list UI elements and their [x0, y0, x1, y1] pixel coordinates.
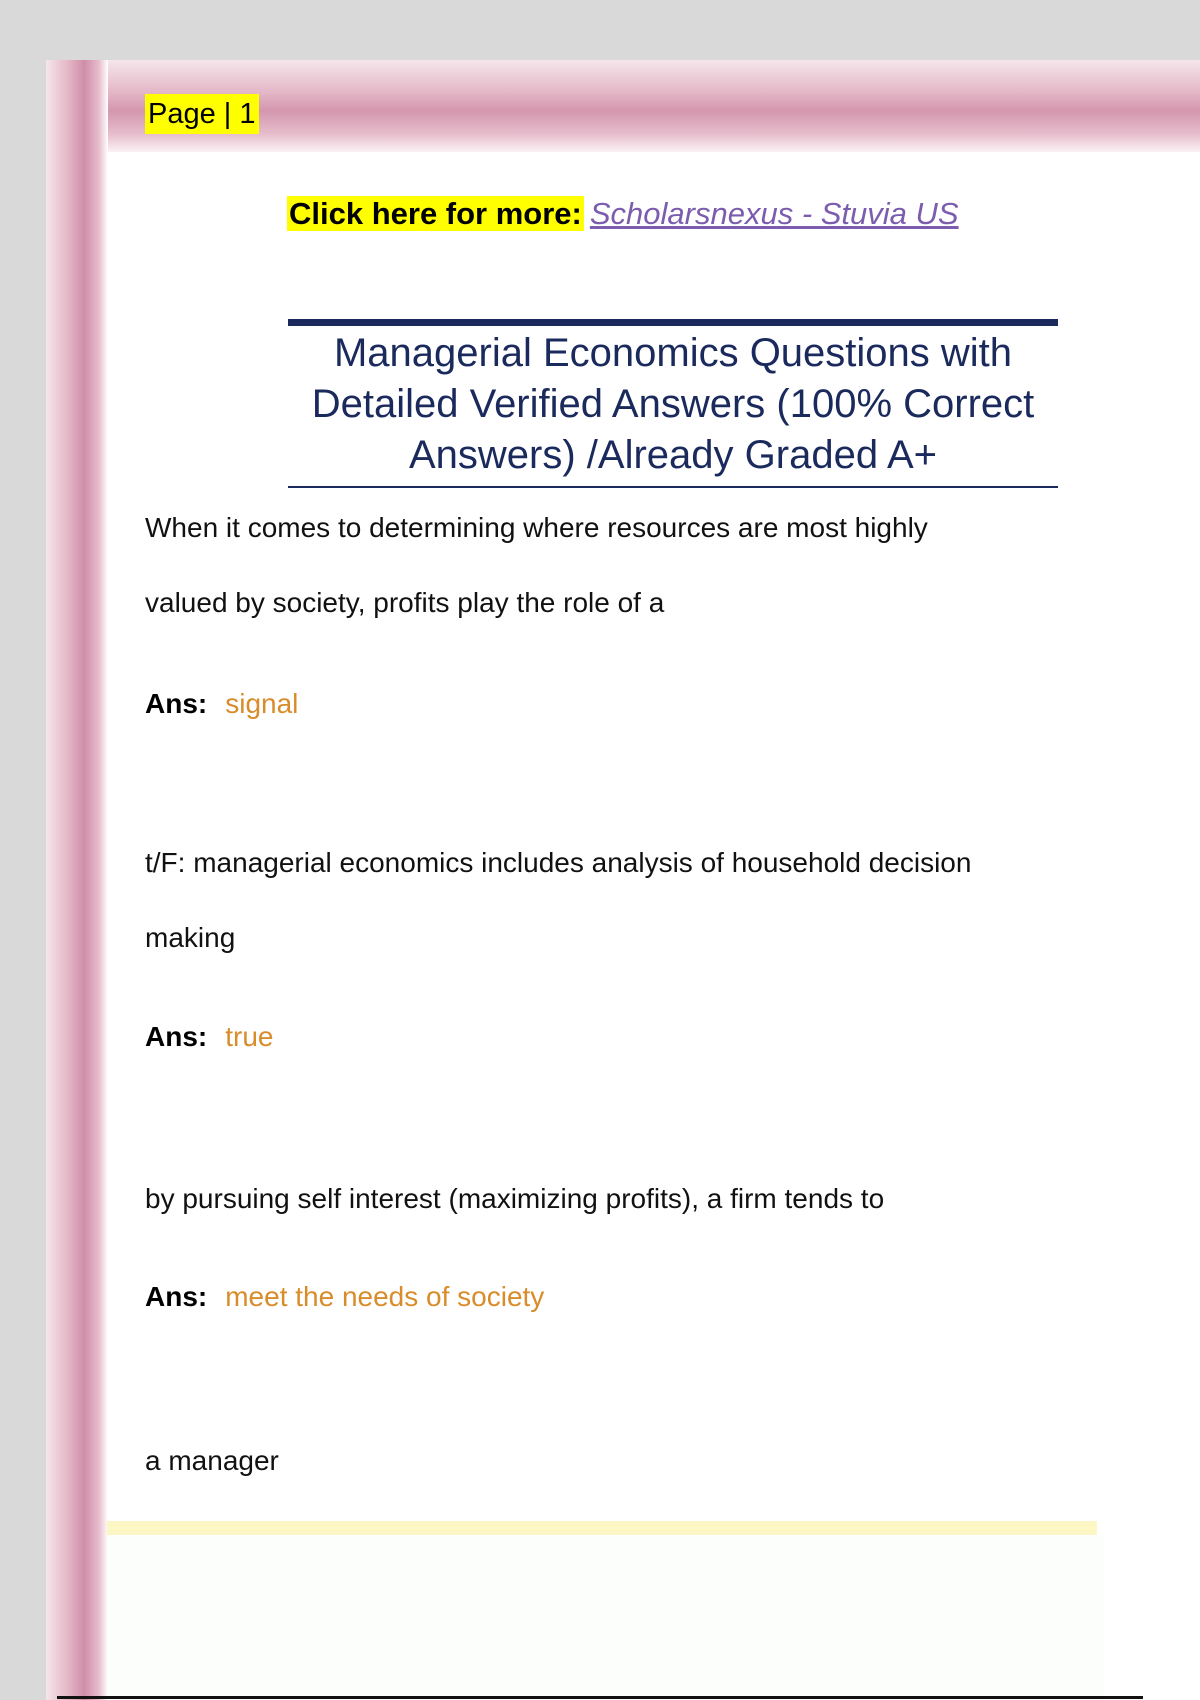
page-border-left: [46, 60, 108, 1700]
answer-text: signal: [225, 688, 299, 719]
answer-line: [145, 1281, 544, 1313]
title-line: Answers) /Already Graded A+: [408, 433, 938, 477]
answer-label: Ans:: [145, 1021, 208, 1052]
answer-label: Ans:: [145, 688, 208, 719]
title-line: Managerial Economics Questions with: [333, 331, 1013, 375]
promo-link[interactable]: Scholarsnexus - Stuvia US: [589, 196, 959, 231]
promo-line: [287, 196, 959, 232]
question-text: When it comes to determining where resources are most highly: [145, 512, 928, 543]
question-text: valued by society, profits play the role of a: [145, 587, 665, 618]
title-rule-top: [288, 319, 1058, 326]
answer-label: Ans:: [145, 1281, 208, 1312]
page-number: Page | 1: [145, 94, 259, 134]
answer-line: [145, 1021, 273, 1053]
title-rule-bottom: [288, 486, 1058, 488]
question-text: by pursuing self interest (maximizing profits), a firm tends to: [145, 1183, 885, 1214]
question-text: t/F: managerial economics includes analysis of household decision: [145, 847, 972, 878]
promo-label: Click here for more:: [289, 196, 582, 231]
answer-text: true: [225, 1021, 274, 1052]
answer-line: [145, 688, 298, 720]
page-lower-area: [107, 1536, 1104, 1700]
document-title: [288, 328, 1058, 481]
answer-text: meet the needs of society: [225, 1281, 545, 1312]
page-bottom-rule: [57, 1696, 1143, 1699]
question-text: making: [145, 922, 236, 953]
title-line: Detailed Verified Answers (100% Correct: [311, 382, 1035, 426]
footer-highlight-band: [107, 1521, 1097, 1535]
question-text: a manager: [145, 1445, 279, 1476]
